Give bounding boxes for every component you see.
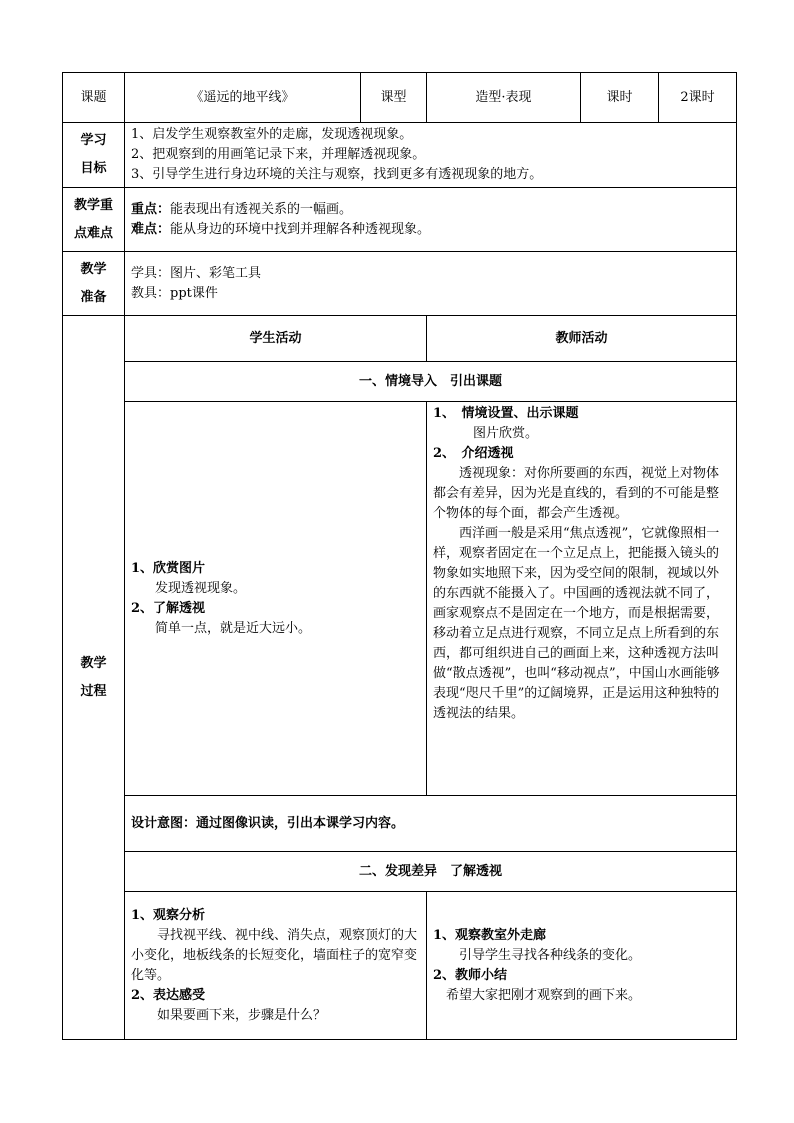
s2-student-text: 寻找视平线、视中线、消失点，观察顶灯的大小变化，地板线条的长短变化，墙面柱子的宽窄变化等。 — [131, 927, 418, 983]
preparation-label-line2: 准备 — [80, 289, 107, 305]
type-label: 课型 — [361, 73, 427, 123]
section1-title-row — [63, 362, 737, 402]
difficulty-line — [131, 220, 730, 240]
process-label — [63, 316, 125, 1040]
lesson-plan-table — [62, 72, 737, 1040]
objectives-label-line2: 目标 — [80, 161, 107, 176]
section2-content-row — [63, 892, 737, 1040]
process-label-line1: 教学 — [80, 655, 107, 671]
s1-teacher-paragraph: 透视现象：对你所要画的东西，视觉上对物体都会有差异，因为光是直线的，看到的不可能是整个物体的每个面，都会产生透视。 — [433, 466, 720, 521]
focus-label: 重点： — [131, 201, 171, 217]
keypoints-row — [63, 188, 737, 252]
s2-student-heading: 2、表达感受 — [131, 987, 206, 1003]
s1-student-text: 简单一点，就是近大远小。 — [155, 620, 312, 636]
hours-label: 课时 — [581, 73, 659, 123]
s2-teacher-heading: 1、观察教室外走廊 — [433, 927, 547, 943]
teacher-tools: 教具：ppt课件 — [131, 285, 218, 301]
s2-teacher-text: 希望大家把刚才观察到的画下来。 — [446, 987, 642, 1003]
difficulty-label: 难点： — [131, 221, 171, 237]
section2-title: 二、发现差异 了解透视 — [125, 852, 737, 892]
objective-item: 3、引导学生进行身边环境的关注与观察，找到更多有透视现象的地方。 — [131, 167, 543, 182]
keypoints-content — [125, 188, 737, 252]
type-value: 造型·表现 — [427, 73, 581, 123]
s1-teacher-text: 图片欣赏。 — [473, 426, 539, 441]
objective-item: 1、启发学生观察教室外的走廊，发现透视现象。 — [131, 127, 413, 142]
objective-item: 2、把观察到的用画笔记录下来，并理解透视现象。 — [131, 147, 426, 162]
s2-teacher-text: 引导学生寻找各种线条的变化。 — [459, 947, 642, 963]
section1-content-row — [63, 402, 737, 796]
preparation-label-line1: 教学 — [80, 261, 107, 277]
focus-line — [131, 200, 730, 220]
section1-title: 一、情境导入 引出课题 — [125, 362, 737, 402]
focus-text: 能表现出有透视关系的一幅画。 — [170, 201, 353, 217]
header-row — [63, 73, 737, 123]
section2-teacher-cell — [427, 892, 737, 1040]
objectives-row — [63, 123, 737, 188]
objectives-label-line1: 学习 — [80, 133, 107, 148]
s1-teacher-paragraph: 西洋画一般是采用“焦点透视”，它就像照相一样，观察者固定在一个立足点上，把能摄入镜头的物象如实地照下来，因为受空间的限制，视域以外的东西就不能摄入了。中国画的透视法就不同了，画家观察点不是固定在一个地方，而是根据需要，移动着立足点进行观察，不同立足点上所看到的东西，都可组织进自己的画面上来，这种透视方法叫做“散点透视”，也叫“移动视点”，中国山水画能够表现“咫尺千里”的辽阔境界，正是运用这种独特的透视法的结果。 — [433, 526, 720, 721]
preparation-row — [63, 252, 737, 316]
process-header-row — [63, 316, 737, 362]
design-intent-row — [63, 796, 737, 852]
objectives-label — [63, 123, 125, 188]
preparation-label — [63, 252, 125, 316]
s2-student-text: 如果要画下来，步骤是什么？ — [157, 1007, 327, 1023]
s1-teacher-heading: 1、 情境设置、出示课题 — [433, 406, 579, 421]
process-label-line2: 过程 — [80, 683, 107, 699]
s2-teacher-heading: 2、教师小结 — [433, 967, 508, 983]
section2-student-cell — [125, 892, 427, 1040]
preparation-content — [125, 252, 737, 316]
hours-value: 2课时 — [659, 73, 737, 123]
keypoints-label-line1: 教学重 — [73, 197, 113, 213]
course-title: 《遥远的地平线》 — [125, 73, 361, 123]
s1-teacher-heading: 2、 介绍透视 — [433, 446, 514, 461]
keypoints-label — [63, 188, 125, 252]
student-tools: 学具：图片、彩笔工具 — [131, 265, 262, 281]
section1-student-cell — [125, 402, 427, 796]
objectives-content — [125, 123, 737, 188]
student-activity-header: 学生活动 — [125, 316, 427, 362]
course-label: 课题 — [63, 73, 125, 123]
s1-student-text: 发现透视现象。 — [155, 580, 247, 596]
keypoints-label-line2: 点难点 — [73, 225, 113, 241]
difficulty-text: 能从身边的环境中找到并理解各种透视现象。 — [170, 221, 431, 237]
section1-teacher-cell — [427, 402, 737, 796]
design-intent: 设计意图：通过图像识读，引出本课学习内容。 — [125, 796, 737, 852]
s1-student-heading: 1、欣赏图片 — [131, 560, 206, 576]
section2-title-row — [63, 852, 737, 892]
teacher-activity-header: 教师活动 — [427, 316, 737, 362]
s2-student-heading: 1、观察分析 — [131, 907, 206, 923]
s1-student-heading: 2、了解透视 — [131, 600, 206, 616]
